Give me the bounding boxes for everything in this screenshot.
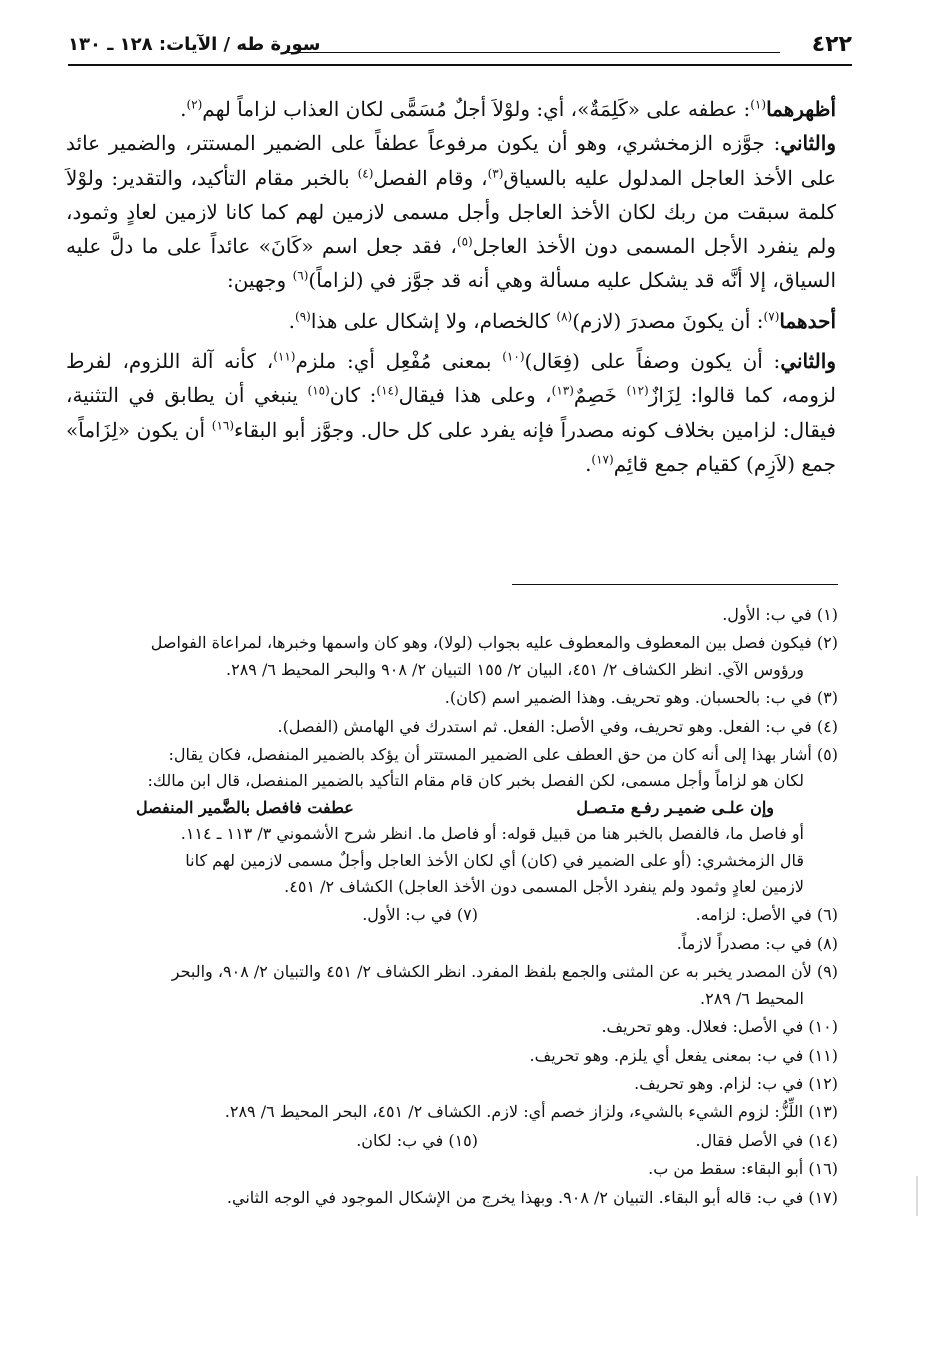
footnote-ref: (٣) [487, 165, 504, 180]
footnote-text: المحيط ٦/ ٢٨٩. [700, 988, 804, 1008]
footnote-ref: (٤) [357, 165, 374, 180]
keyword: والثاني [780, 349, 836, 374]
paragraph-1 [66, 92, 836, 126]
footnote-ref: (١٠) [502, 349, 525, 364]
footnote-text: (٢) فيكون فصل بين المعطوف والمعطوف عليه بجواب (لولا)، وهو كان واسمها وخبرها، لمراعاة الفواصل [150, 633, 838, 653]
paragraph-3 [66, 304, 836, 338]
footnote-14: (١٤) في الأصل فقال. [695, 1130, 838, 1150]
paragraph-text: : جوَّزه الزمخشري، وهو أن يكون مرفوعاً عطفاً على الضمير المستتر، والضمير عائد على الأخذ العاجل المدلول عليه بالسياق [66, 131, 837, 190]
footnote-4: (٤) في ب: الفعل. وهو تحريف، وفي الأصل: الفعل. ثم استدرك في الهامش (الفصل). [277, 716, 838, 736]
footnote-text: لكان هو لزاماً وأجل مسمى، لكن الفصل بخبر كان قام مقام التأكيد بالضمير المنفصل، قال ابن مالك: [147, 771, 804, 791]
surah-title: سورة طه / الآيات: ١٢٨ ـ ١٣٠ [68, 34, 321, 55]
footnote-ref: (١٥) [307, 383, 330, 398]
footnote-ref: (١١) [273, 349, 296, 364]
footnotes [66, 602, 838, 1213]
footnote-9 [66, 959, 838, 1012]
paragraph-text: : أن يكون وصفاً على (فِعَال) [524, 349, 781, 374]
paragraph-text: أن يكون «لِزَاماً» جمع (لاَزِم) كقيام جمع قائِم [66, 417, 836, 476]
footnote-ref: (١٢) [626, 383, 649, 398]
paragraph-text: . [288, 308, 296, 333]
footnote-17: (١٧) في ب: قاله أبو البقاء. التبيان ٢/ ٩٠٨. وبهذا يخرج من الإشكال الموجود في الوجه الثاني. [226, 1187, 838, 1207]
paragraph-text: كالخصام، ولا إشكال على هذا [310, 308, 557, 333]
footnote-ref: (١٦) [211, 418, 235, 433]
footnote-13: (١٣) اللِّزُّ: لزوم الشيء بالشيء، ولزاز خصم أي: لازم. الكشاف ٢/ ٤٥١، البحر المحيط ٦/ ٢٨٩. [224, 1102, 838, 1122]
verse-line [66, 795, 838, 821]
header-rule [288, 52, 780, 53]
paragraph-text: : عطفه على «كَلِمَةٌ»، أي: ولوْلاَ أجلٌ مُسَمًّى لكان العذاب لزاماً لهم [202, 97, 751, 121]
footnote-ref: (٩) [295, 309, 311, 324]
keyword: أحدهما [779, 308, 836, 333]
paragraph-text: خَصِمٌ [573, 383, 627, 408]
footnote-text: لازمين لعادٍ وثمود ولم ينفرد الأجل المسمى دون الأخذ العاجل) الكشاف ٢/ ٤٥١. [284, 877, 804, 897]
paragraph-text: ، وقام الفصل [373, 165, 488, 190]
paragraph-text: ، كأنه آلة اللزوم، لفرط لزومه، كما قالوا: لِزَازٌ [66, 349, 836, 408]
footnote-6: (٦) في الأصل: لزامه. [695, 905, 838, 925]
paragraph-text: بالخبر مقام التأكيد، والتقدير: ولوْلاَ كلمة سبقت من ربك لكان الأخذ العاجل وأجل مسمى لازمين لهم كما كانا لازمين لعادٍ وثمود، ولم ينفرد الأجل المسمى دون الأخذ العاجل [66, 165, 836, 259]
footnote-ref: (١) [750, 97, 767, 112]
scan-artifact [916, 1176, 918, 1216]
footnote-text: (٥) أشار بهذا إلى أنه كان من حق العطف على الضمير المستتر أن يؤكد بالضمير المنفصل، فكان يقال: [168, 745, 838, 765]
paragraph-text: بمعنى مُفْعِل أي: ملزم [295, 349, 503, 374]
footnote-ref: (١٧) [591, 452, 614, 467]
footnote-11: (١١) في ب: بمعنى يفعل أي يلزم. وهو تحريف. [529, 1045, 838, 1065]
footnote-text: أو فاصل ما، فالفصل بالخبر هنا من قبيل قوله: أو فاصل ما. انظر شرح الأشموني ٣/ ١١٣ ـ ١١٤. [180, 824, 804, 844]
paragraph-text: وجهين: [226, 268, 293, 293]
footnote-text: (٩) لأن المصدر يخبر به عن المثنى والجمع بلفظ المفرد. انظر الكشاف ٢/ ٤٥١ والتبيان ٢/ ٩٠٨، والبحر [171, 962, 838, 982]
paragraph-text: ، فقد جعل اسم «كَانَ» عائداً على ما دلَّ عليه السياق، إلا أنَّه قد يشكل عليه مسألة وهي أنه قد جوَّز في (لزاماً) [66, 234, 836, 293]
verse-hemistich-2: عطفت فافصل بالضَّمير المنفصل [136, 797, 354, 817]
footnote-ref: (٨) [556, 309, 573, 324]
page-header [68, 30, 852, 66]
keyword: أظهرهما [766, 97, 836, 121]
footnote-ref: (٧) [763, 309, 780, 324]
footnote-separator [512, 584, 838, 585]
paragraph-text: . [585, 451, 592, 476]
footnote-ref: (٢) [186, 97, 203, 112]
footnote-text: ورؤوس الآي. انظر الكشاف ٢/ ٤٥١، البيان ٢/ ١٥٥ التبيان ٢/ ٩٠٨ والبحر المحيط ٦/ ٢٨٩. [226, 659, 804, 679]
footnote-ref: (١٤) [376, 383, 399, 398]
paragraph-text: . [180, 97, 187, 121]
footnote-text: قال الزمخشري: (أو على الضمير في (كان) أي لكان الأخذ العاجل وأجلٌ مسمى لازمين لهم كانا [185, 850, 804, 870]
footnote-ref: (٦) [292, 268, 309, 283]
main-text [66, 92, 836, 481]
footnote-1: (١) في ب: الأول. [722, 605, 838, 624]
footnote-6-7 [66, 902, 838, 928]
paragraph-text: ، وعلى هذا فيقال [398, 383, 552, 408]
footnote-12: (١٢) في ب: لزام. وهو تحريف. [634, 1073, 838, 1093]
footnote-2 [66, 630, 838, 683]
paragraph-text: ينبغي أن يطابق في التثنية، فيقال: لزامين بخلاف كونه مصدراً فإنه يفرد على كل حال. وجوَّز أبو البقاء [66, 383, 836, 442]
footnote-7: (٧) في ب: الأول. [362, 905, 478, 925]
footnote-14-15 [66, 1128, 838, 1154]
paragraph-4 [66, 344, 836, 481]
paragraph-text: : كان [329, 383, 377, 408]
footnote-10: (١٠) في الأصل: فعلال. وهو تحريف. [601, 1017, 838, 1037]
footnote-ref: (٥) [456, 234, 473, 249]
paragraph-text: : أن يكونَ مصدرَ (لازم) [572, 308, 764, 333]
keyword: والثاني [780, 131, 836, 156]
verse-hemistich-1: وإن علـى ضميـر رفـع متـصـل [576, 797, 774, 817]
footnote-15: (١٥) في ب: لكان. [356, 1130, 478, 1150]
footnote-ref: (١٣) [551, 383, 574, 398]
footnote-16: (١٦) أبو البقاء: سقط من ب. [648, 1159, 838, 1179]
footnote-3: (٣) في ب: بالحسبان. وهو تحريف. وهذا الضمير اسم (كان). [444, 688, 838, 708]
footnote-5 [66, 742, 838, 900]
paragraph-2 [66, 126, 836, 297]
page-number: ٤٢٢ [811, 32, 852, 57]
footnote-8: (٨) في ب: مصدراً لازماً. [676, 933, 838, 953]
